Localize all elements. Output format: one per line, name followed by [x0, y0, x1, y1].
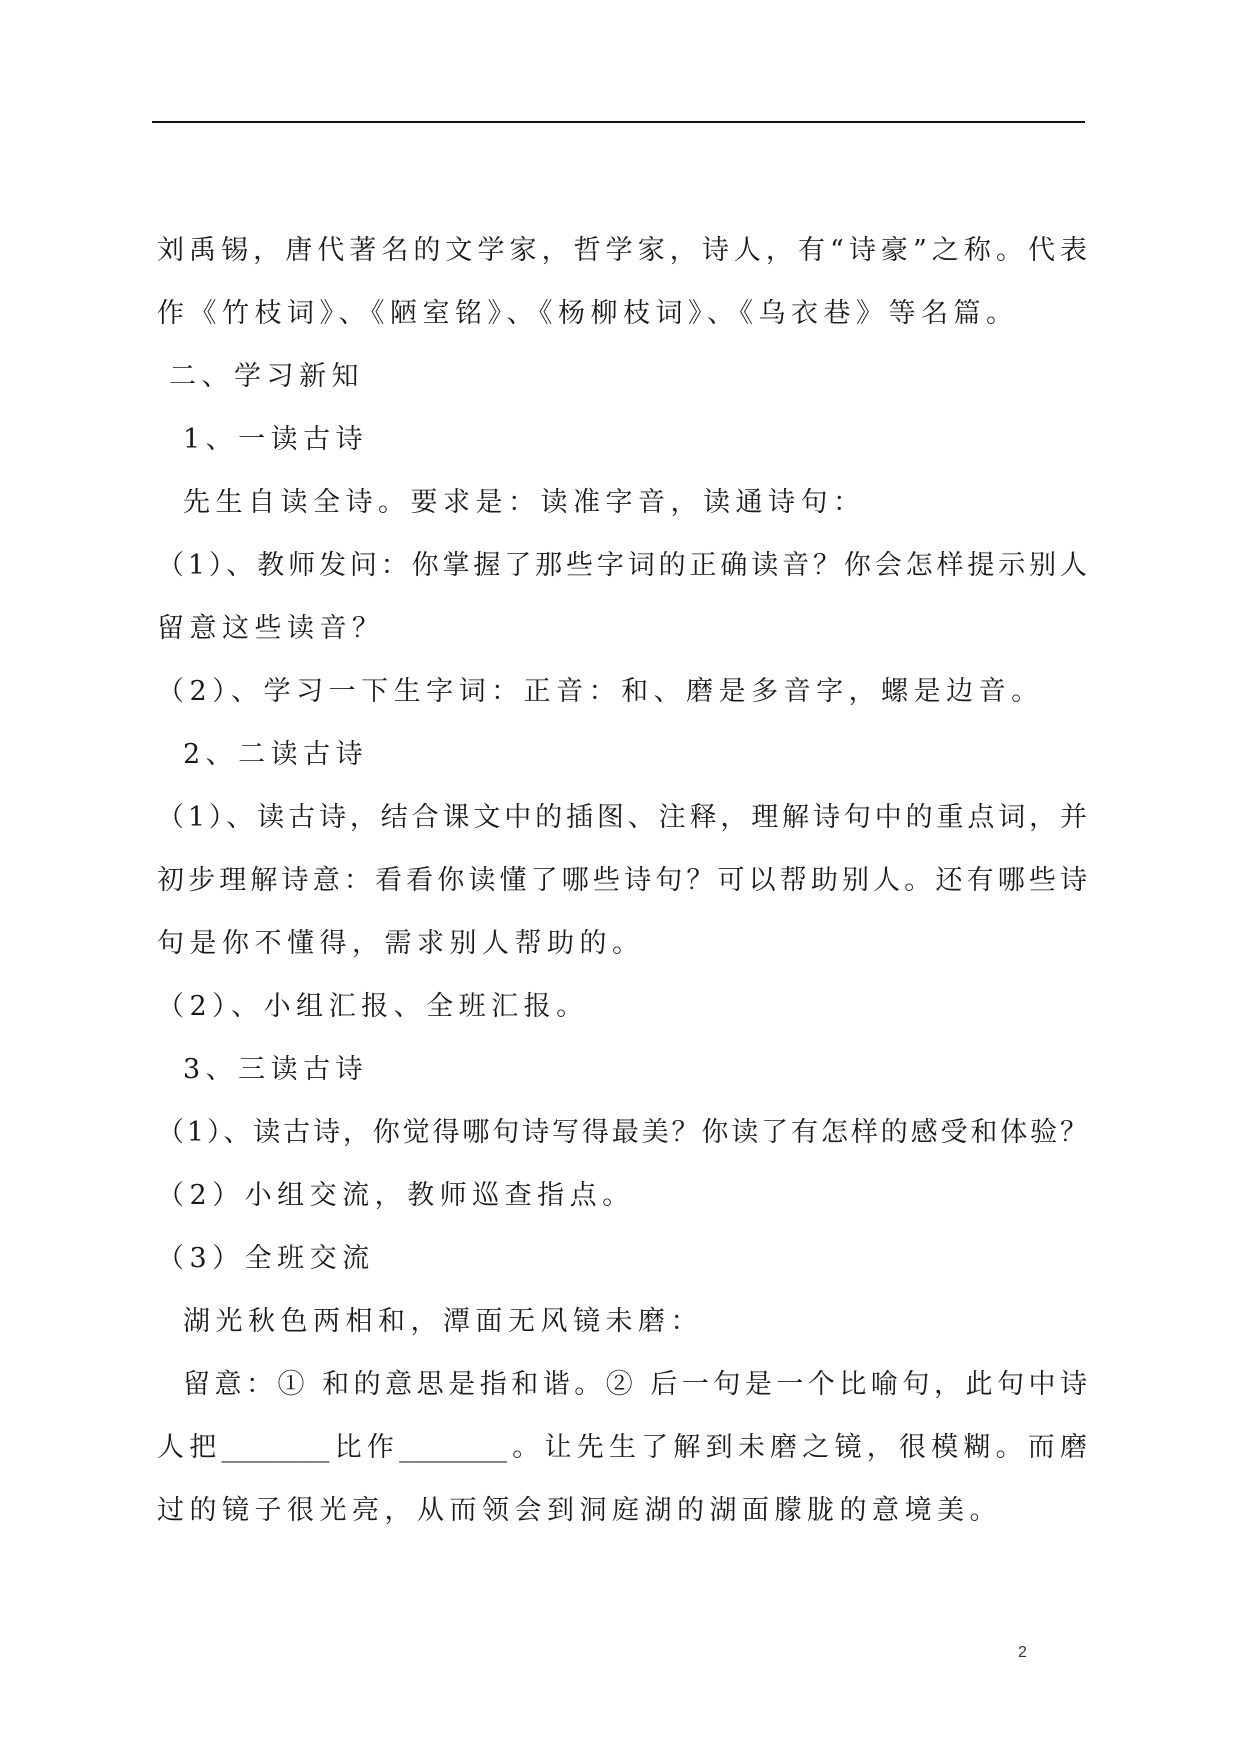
subheading-third-reading: 3、三读古诗	[183, 1054, 369, 1085]
paragraph-understand-line-3: 句是你不懂得，需求别人帮助的。	[157, 928, 645, 959]
paragraph-note-line-1: 留意：① 和的意思是指和谐。② 后一句是一个比喻句，此句中诗	[183, 1369, 1087, 1400]
paragraph-class-exchange: （3）全班交流	[157, 1243, 375, 1274]
subheading-first-reading: 1、一读古诗	[183, 424, 369, 455]
paragraph-note-line-3: 过的镜子很光亮，从而领会到洞庭湖的湖面朦胧的意境美。	[157, 1495, 1002, 1526]
document-body	[157, 219, 1087, 1542]
paragraph-new-words: （2）、学习一下生字词：正音：和、磨是多音字，螺是边音。	[157, 676, 1044, 707]
section-heading-learn-new: 二、学习新知	[169, 361, 364, 392]
page-number: 2	[1018, 1644, 1027, 1661]
paragraph-best-line: （1）、读古诗，你觉得哪句诗写得最美？你读了有怎样的感受和体验？	[157, 1117, 1087, 1148]
paragraph-self-read: 先生自读全诗。要求是：读准字音，读通诗句：	[183, 487, 866, 518]
paragraph-author-line-1: 刘禹锡，唐代著名的文学家，哲学家，诗人，有“诗豪”之称。代表	[157, 235, 1087, 266]
paragraph-teacher-question-line-2: 留意这些读音？	[157, 613, 385, 644]
paragraph-understand-line-2: 初步理解诗意：看看你读懂了哪些诗句？可以帮助别人。还有哪些诗	[157, 865, 1087, 896]
paragraph-author-line-2: 作《竹枝词》、《陋室铭》、《杨柳枝词》、《乌衣巷》等名篇。	[157, 298, 1019, 329]
paragraph-group-exchange: （2）小组交流，教师巡查指点。	[157, 1180, 635, 1211]
header-rule	[152, 121, 1085, 123]
paragraph-note-line-2: 人把________比作________。让先生了解到未磨之镜，很模糊。而磨	[157, 1432, 1087, 1463]
paragraph-understand-line-1: （1）、读古诗，结合课文中的插图、注释，理解诗句中的重点词，并	[157, 802, 1087, 833]
poem-line: 湖光秋色两相和，潭面无风镜未磨：	[183, 1306, 703, 1337]
paragraph-teacher-question-line-1: （1）、教师发问：你掌握了那些字词的正确读音？你会怎样提示别人	[157, 550, 1087, 581]
paragraph-group-report: （2）、小组汇报、全班汇报。	[157, 991, 589, 1022]
subheading-second-reading: 2、二读古诗	[183, 739, 369, 770]
